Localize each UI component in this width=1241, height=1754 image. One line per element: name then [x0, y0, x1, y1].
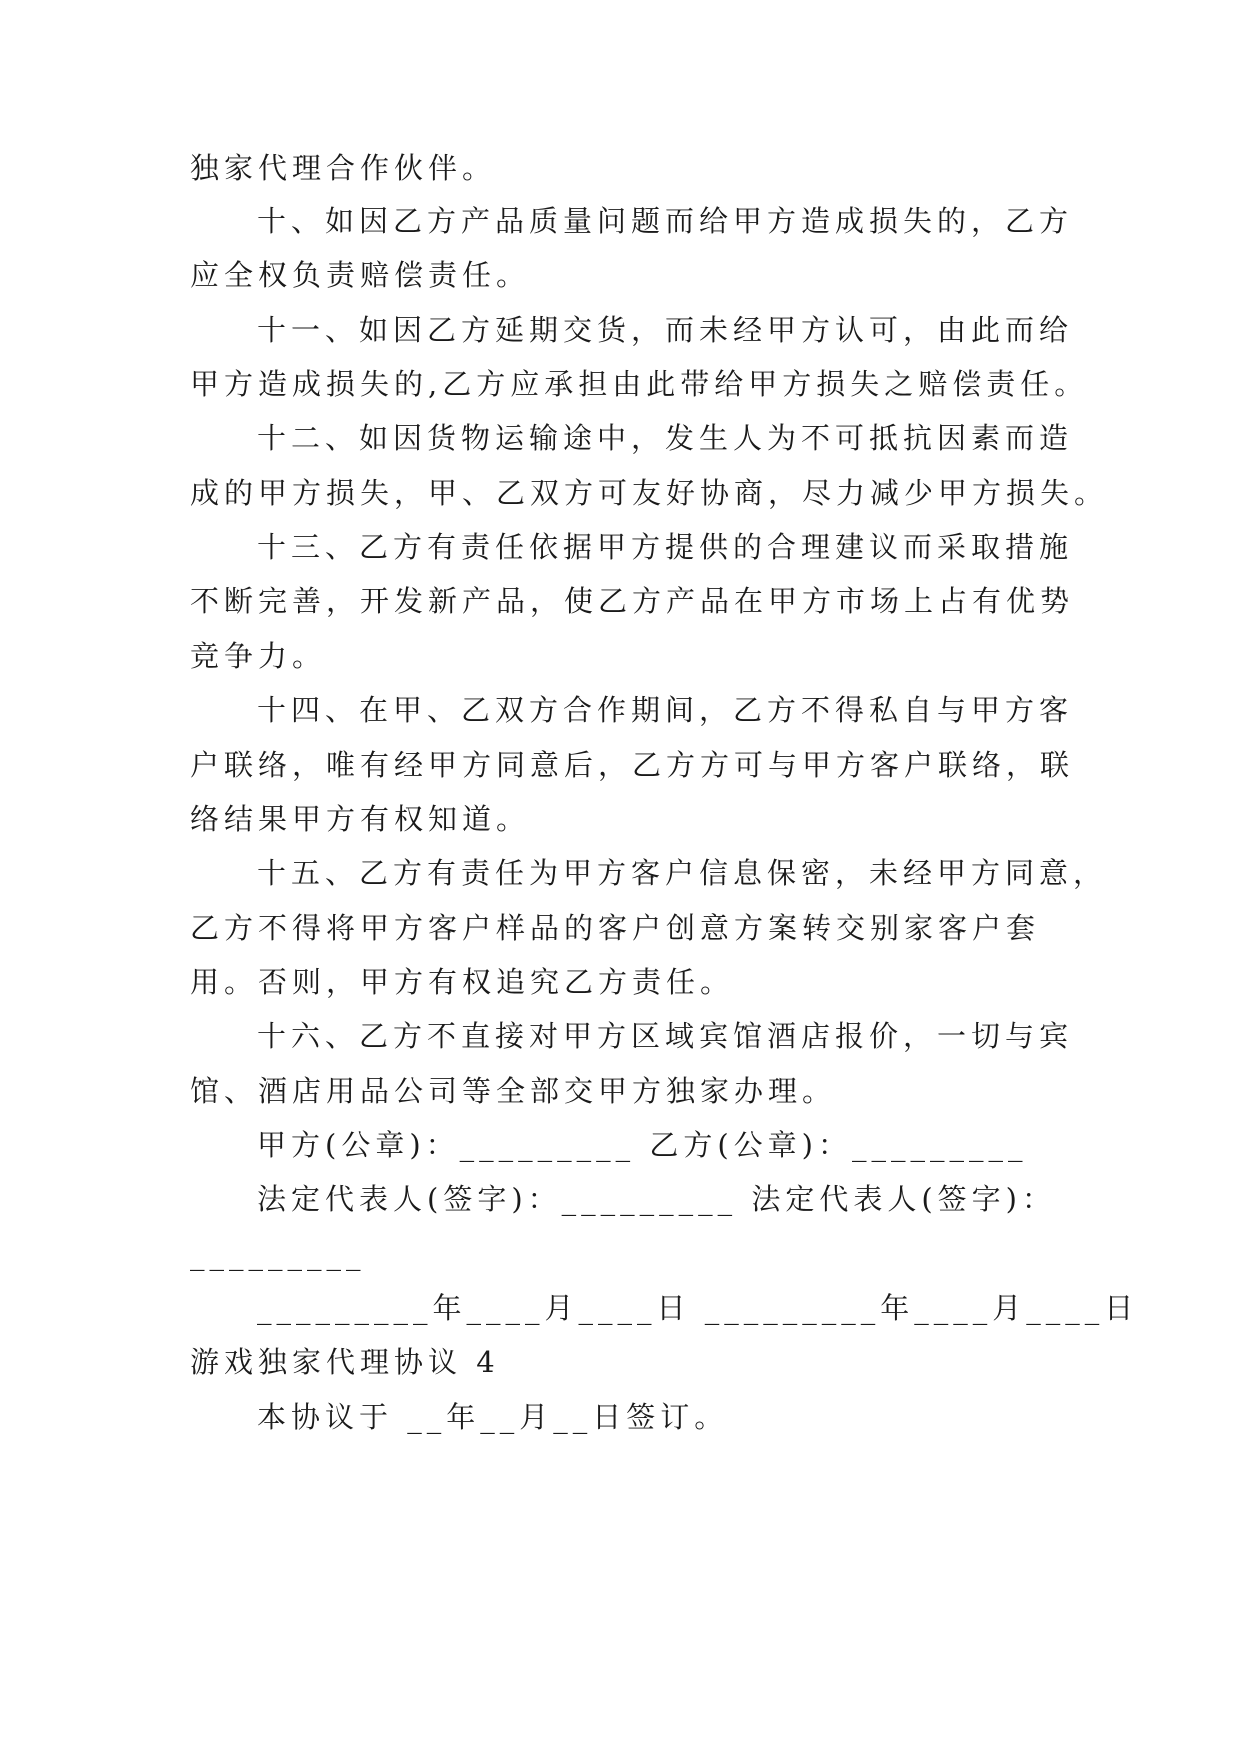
clause-10-line-1: 十、如因乙方产品质量问题而给甲方造成损失的，乙方 [257, 204, 1074, 238]
clause-16-line-2: 馆、酒店用品公司等全部交甲方独家办理。 [190, 1074, 837, 1108]
section-heading: 游戏独家代理协议 4 [190, 1345, 500, 1379]
clause-11-line-1: 十一、如因乙方延期交货，而未经甲方认可，由此而给 [257, 313, 1074, 347]
clause-15-line-2: 乙方不得将甲方客户样品的客户创意方案转交别家客户套 [190, 911, 1041, 945]
date-line: _________年____月____日 _________年____月____日 [257, 1291, 1139, 1325]
clause-16-line-1: 十六、乙方不直接对甲方区域宾馆酒店报价，一切与宾 [257, 1019, 1074, 1053]
clause-12-line-1: 十二、如因货物运输途中，发生人为不可抵抗因素而造 [257, 421, 1074, 455]
seal-line: 甲方(公章)：_________ 乙方(公章)：_________ [257, 1128, 1028, 1162]
clause-14-line-3: 络结果甲方有权知道。 [190, 802, 531, 836]
clause-13-line-1: 十三、乙方有责任依据甲方提供的合理建议而采取措施 [257, 530, 1074, 564]
clause-11-line-2: 甲方造成损失的,乙方应承担由此带给甲方损失之赔偿责任。 [190, 367, 1089, 401]
clause-13-line-2: 不断完善，开发新产品，使乙方产品在甲方市场上占有优势 [190, 584, 1075, 618]
clause-12-line-2: 成的甲方损失，甲、乙双方可友好协商，尽力减少甲方损失。 [190, 476, 1109, 510]
signature-line: 法定代表人(签字)：_________ 法定代表人(签字)： [257, 1182, 1056, 1216]
clause-10-line-2: 应全权负责赔偿责任。 [190, 258, 531, 292]
clause-15-line-1: 十五、乙方有责任为甲方客户信息保密，未经甲方同意， [257, 856, 1108, 890]
paragraph-line: 独家代理合作伙伴。 [190, 151, 497, 185]
clause-13-line-3: 竞争力。 [190, 639, 327, 673]
signing-date-line: 本协议于 __年__月__日签订。 [257, 1400, 729, 1434]
signature-blank: _________ [190, 1237, 366, 1271]
clause-14-line-2: 户联络，唯有经甲方同意后，乙方方可与甲方客户联络，联 [190, 748, 1075, 782]
clause-14-line-1: 十四、在甲、乙双方合作期间，乙方不得私自与甲方客 [257, 693, 1074, 727]
clause-15-line-3: 用。否则，甲方有权追究乙方责任。 [190, 965, 735, 999]
